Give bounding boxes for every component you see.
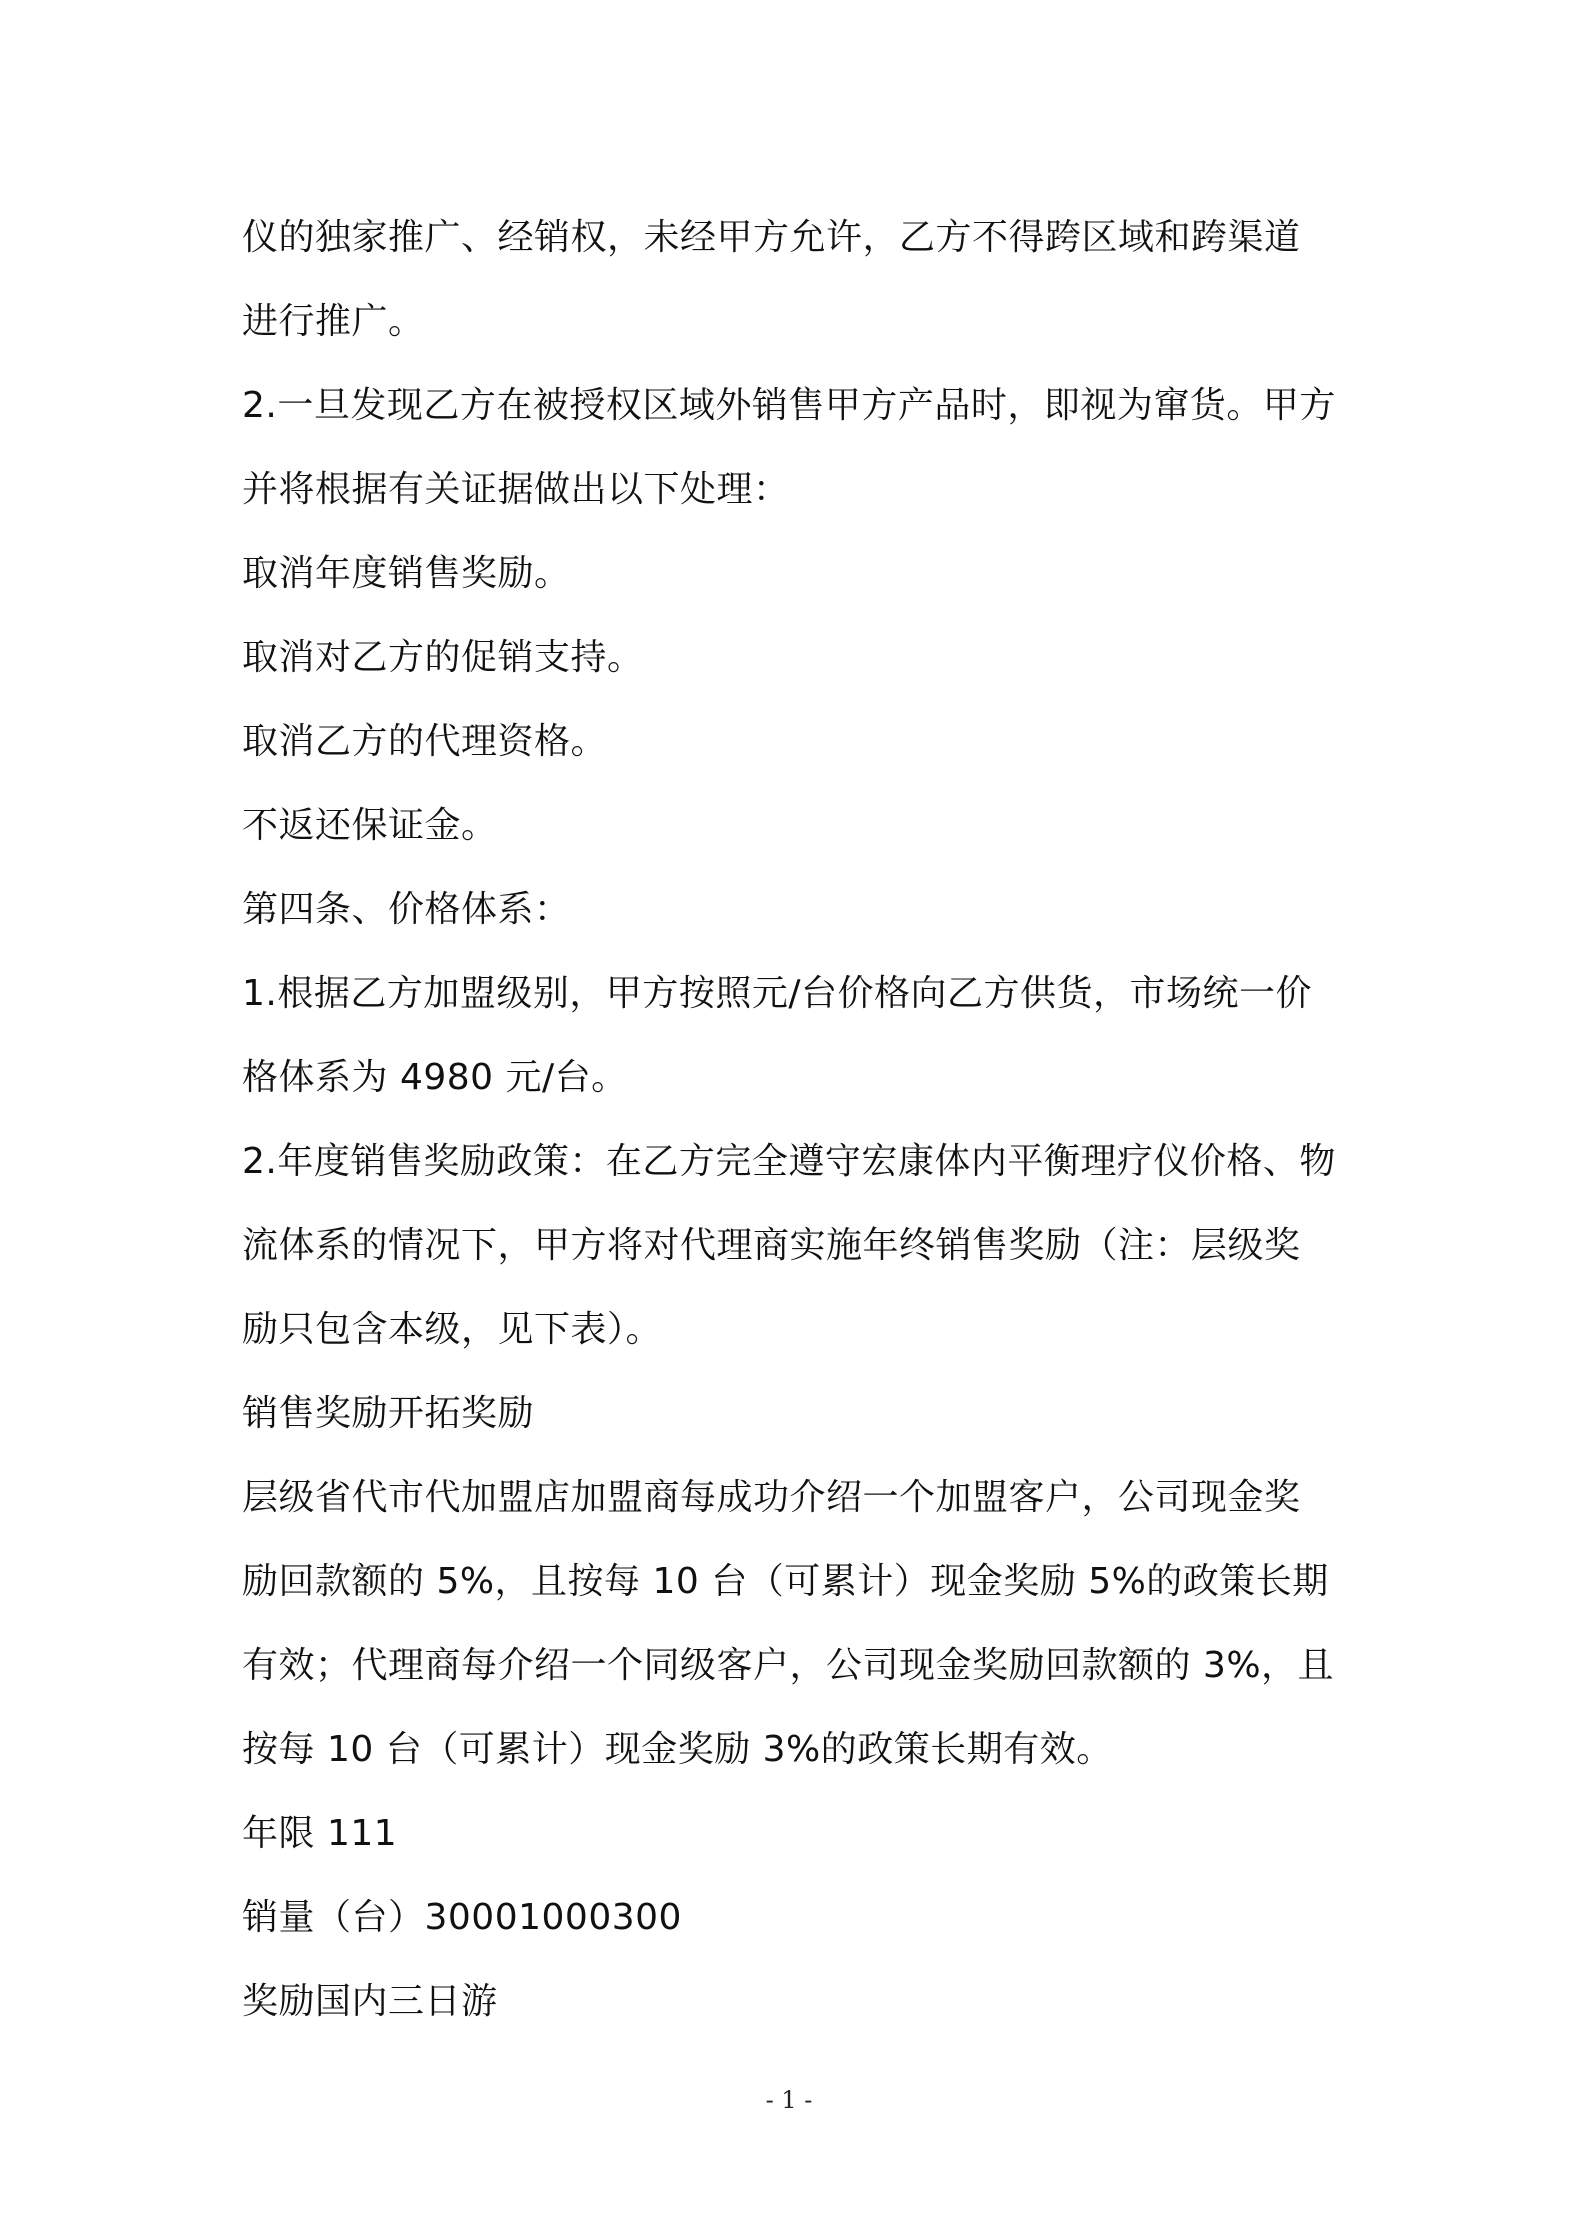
- text-line: 流体系的情况下，甲方将对代理商实施年终销售奖励（注：层级奖: [242, 1225, 1301, 1266]
- text-line: 并将根据有关证据做出以下处理：: [242, 469, 790, 510]
- text-line: 取消年度销售奖励。: [242, 553, 571, 594]
- text-line: 取消对乙方的促销支持。: [242, 637, 644, 678]
- text-line: 2.一旦发现乙方在被授权区域外销售甲方产品时，即视为窜货。甲方: [242, 385, 1336, 426]
- text-line: 励回款额的 5%，且按每 10 台（可累计）现金奖励 5%的政策长期: [242, 1561, 1329, 1602]
- text-line: 2.年度销售奖励政策：在乙方完全遵守宏康体内平衡理疗仪价格、物: [242, 1141, 1336, 1182]
- section-heading: 第四条、价格体系：: [242, 889, 571, 930]
- document-body: [242, 196, 1352, 2044]
- text-line: 有效；代理商每介绍一个同级客户，公司现金奖励回款额的 3%，且: [242, 1645, 1335, 1686]
- page-number: - 1 -: [765, 2086, 813, 2114]
- text-line: 层级省代市代加盟店加盟商每成功介绍一个加盟客户，公司现金奖: [242, 1477, 1301, 1518]
- text-line: 格体系为 4980 元/台。: [242, 1057, 628, 1098]
- text-line: 按每 10 台（可累计）现金奖励 3%的政策长期有效。: [242, 1729, 1113, 1770]
- text-line: 取消乙方的代理资格。: [242, 721, 608, 762]
- text-line: 不返还保证金。: [242, 805, 498, 846]
- text-line: 1.根据乙方加盟级别，甲方按照元/台价格向乙方供货，市场统一价: [242, 973, 1312, 1014]
- text-line: 销售奖励开拓奖励: [242, 1393, 535, 1434]
- text-line: 进行推广。: [242, 301, 425, 342]
- text-line: 奖励国内三日游: [242, 1981, 498, 2022]
- text-line: 销量（台）30001000300: [242, 1897, 682, 1938]
- text-line: 仪的独家推广、经销权，未经甲方允许，乙方不得跨区域和跨渠道: [242, 217, 1301, 258]
- text-line: 年限 111: [242, 1813, 398, 1854]
- text-line: 励只包含本级，见下表）。: [242, 1309, 663, 1350]
